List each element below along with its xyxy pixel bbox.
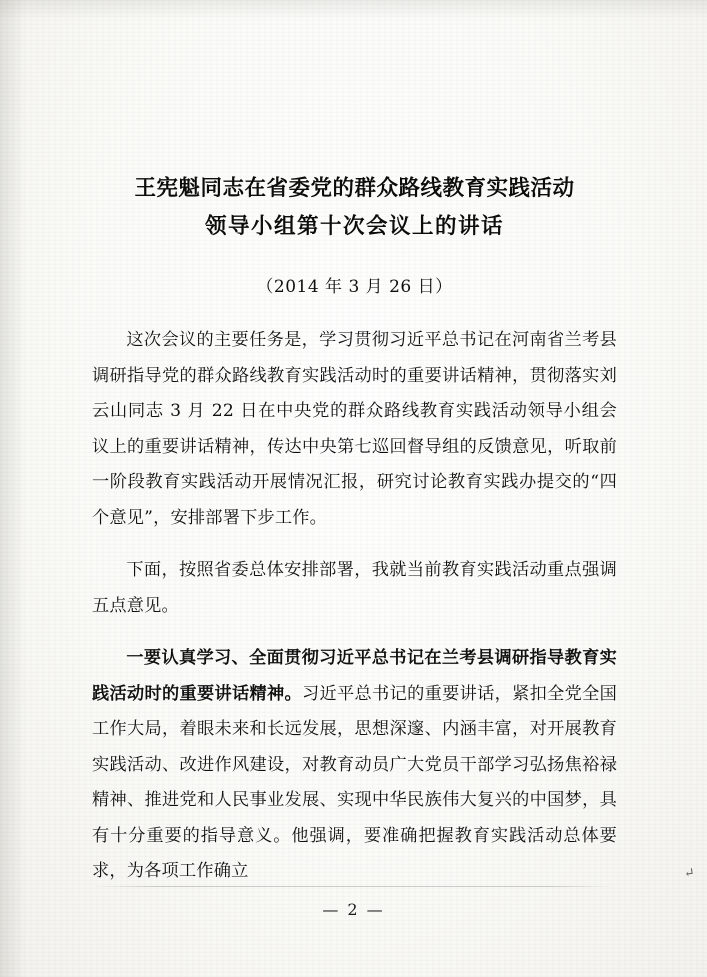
- page-footer: [0, 900, 707, 919]
- section-body-text: 习近平总书记的重要讲话，紧扣全党全国工作大局，着眼未来和长远发展，思想深邃、内涵丰富，对开展教育实践活动、改进作风建设，对教育动员广大党员干部学习弘扬焦裕禄精神、推进党和人民事业发展、实现中华民族伟大复兴的中国梦，具有十分重要的指导意义。他强调，要准确把握教育实践活动总体要求，为各项工作确立: [92, 683, 617, 882]
- document-content: [92, 170, 617, 907]
- title-line-1: 王宪魁同志在省委党的群众路线教育实践活动: [134, 176, 575, 201]
- title-line-2: 领导小组第十次会议上的讲话: [204, 214, 504, 239]
- page-edge-shadow-left: [0, 0, 26, 977]
- document-date: （2014 年 3 月 26 日）: [256, 277, 453, 297]
- paragraph-1: 这次会议的主要任务是，学习贯彻习近平总书记在河南省兰考县调研指导党的群众路线教育实践活动时的重要讲话精神，贯彻落实刘云山同志 3 月 22 日在中央党的群众路线教育实践活动领导小组会议上的重要讲话精神，传达中央第七巡回督导组的反馈意见，听取前一阶段教育实践活动开展情况汇报，研究讨论教育实践办提交的“四个意见”，安排部署下步工作。: [92, 330, 617, 528]
- document-title: [92, 170, 617, 246]
- margin-mark: ↵: [683, 865, 696, 882]
- section-lead-bold: 一要认真学习、全面贯彻习近平总书记在兰考县调研指导教育实践活动时的重要讲话精神。: [92, 648, 617, 704]
- page-edge-shadow-top: [0, 0, 707, 20]
- footer-divider: [92, 886, 615, 887]
- paragraph-3: [92, 641, 617, 890]
- paragraph-2: 下面，按照省委总体安排部署，我就当前教育实践活动重点强调五点意见。: [92, 560, 617, 616]
- page-number: — 2 —: [322, 900, 385, 919]
